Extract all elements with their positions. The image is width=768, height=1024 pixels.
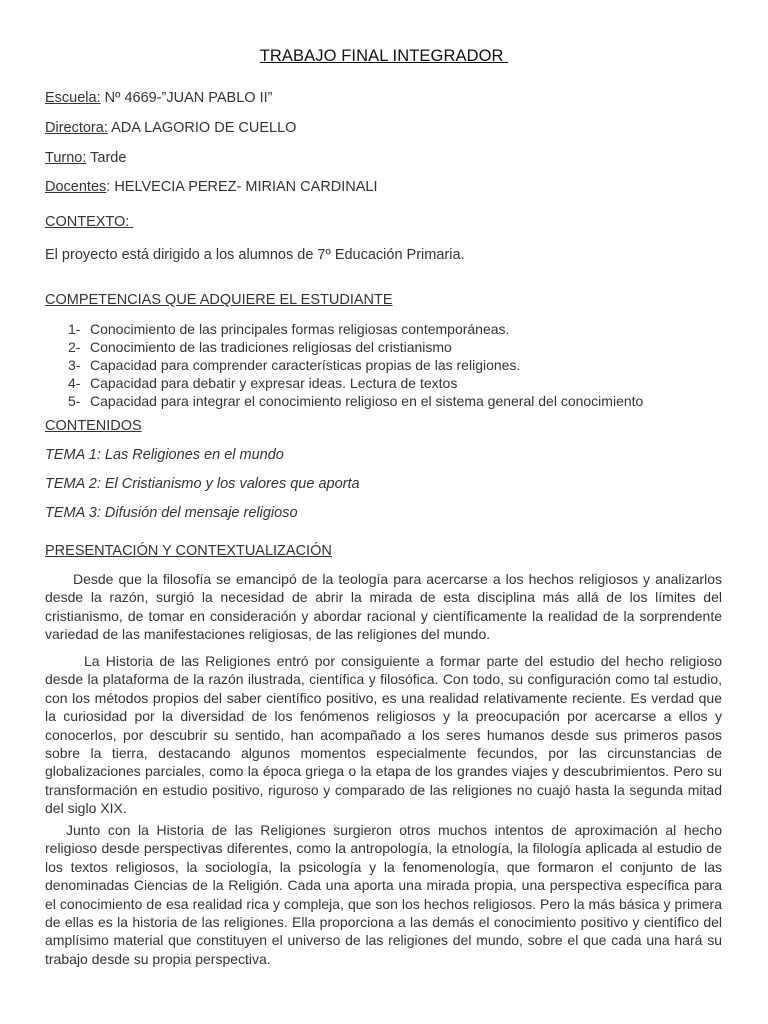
list-item-number: 4- [68,375,81,391]
tema-1: TEMA 1: Las Religiones en el mundo [45,447,284,463]
list-item-text: Capacidad para debatir y expresar ideas. Lectura de textos [90,375,458,391]
tema-2: TEMA 2: El Cristianismo y los valores que aporta [45,476,360,492]
list-item-number: 1- [68,321,81,337]
list-item [68,392,643,410]
field-escuela-label: Escuela: [45,90,101,106]
field-docentes-value: : HELVECIA PEREZ- MIRIAN CARDINALI [106,179,378,195]
field-turno-label: Turno: [45,150,87,166]
field-docentes-label: Docentes [45,179,107,195]
list-item [68,338,643,356]
contexto-heading: CONTEXTO: [45,214,134,230]
field-directora-value: ADA LAGORIO DE CUELLO [107,120,297,136]
list-item-number: 2- [68,339,81,355]
competencias-heading: COMPETENCIAS QUE ADQUIERE EL ESTUDIANTE [45,292,393,308]
paragraph-1: Desde que la filosofía se emancipó de la teología para acercarse a los hechos religiosos y analizarlos desde la razón, surgió la necesidad de abrir la mirada de esta disciplina más allá de los límites del cristianismo, de tomar en consideración y abordar racional y científicamente la realidad de la sorprendente variedad de las manifestaciones religiosas, de las religiones del mundo. [45,571,722,643]
field-directora-label: Directora: [45,120,108,136]
list-item [68,320,643,338]
field-turno-value: Tarde [86,150,127,166]
list-item [68,374,643,392]
field-turno [45,150,126,166]
contexto-text: El proyecto está dirigido a los alumnos de 7º Educación Primaria. [45,247,465,263]
list-item-text: Conocimiento de las principales formas religiosas contemporáneas. [90,321,510,337]
list-item-number: 5- [68,393,81,409]
field-escuela [45,90,272,106]
presentacion-heading: PRESENTACIÓN Y CONTEXTUALIZACIÓN [45,543,332,559]
document-title: TRABAJO FINAL INTEGRADOR [259,47,509,65]
paragraph-2: La Historia de las Religiones entró por consiguiente a formar parte del estudio del hecho religioso desde la plataforma de la razón ilustrada, científica y filosófica. Con todo, su configuración como tal estudio, con los métodos propios del saber científico positivo, es una realidad relativamente reciente. Es verdad que la curiosidad por la diversidad de los fenómenos religiosos y la preocupación por acercarse a ellos y conocerlos, por descubrir su sentido, han acompañado a los seres humanos desde sus primeros pasos sobre la tierra, destacando algunos momentos especialmente fecundos, por las circunstancias de globalizaciones parciales, como la época griega o la etapa de los grandes viajes y descubrimientos. Pero su transformación en estudio positivo, riguroso y comparado de las religiones no cuajó hasta la segunda mitad del siglo XIX. [45,653,722,817]
list-item [68,356,643,374]
list-item-text: Capacidad para comprender características propias de las religiones. [90,357,521,373]
field-directora [45,120,296,136]
list-item-text: Capacidad para integrar el conocimiento religioso en el sistema general del conocimiento [90,393,644,409]
competencias-list [68,320,643,410]
paragraph-3: Junto con la Historia de las Religiones surgieron otros muchos intentos de aproximación al hecho religioso desde perspectivas diferentes, como la antropología, la etnología, la filología aplicada al estudio de los textos religiosos, la sociología, la psicología y la fenomenología, que formaron el conjunto de las denominadas Ciencias de la Religión. Cada una aporta una mirada propia, una perspectiva específica para el conocimiento de esa realidad rica y compleja, que son los hechos religiosos. Pero la más básica y primera de ellas es la historia de las religiones. Ella proporciona a las demás el conocimiento positivo y científico del amplísimo material que constituyen el universo de las religiones del mundo, sobre el que cada una hará su trabajo desde su propia perspectiva. [45,822,722,967]
list-item-number: 3- [68,357,81,373]
tema-3: TEMA 3: Difusión del mensaje religioso [45,505,298,521]
field-escuela-value: Nº 4669-”JUAN PABLO II” [100,90,273,106]
contenidos-heading: CONTENIDOS [45,418,142,434]
list-item-text: Conocimiento de las tradiciones religiosas del cristianismo [90,339,452,355]
field-docentes [45,179,378,195]
